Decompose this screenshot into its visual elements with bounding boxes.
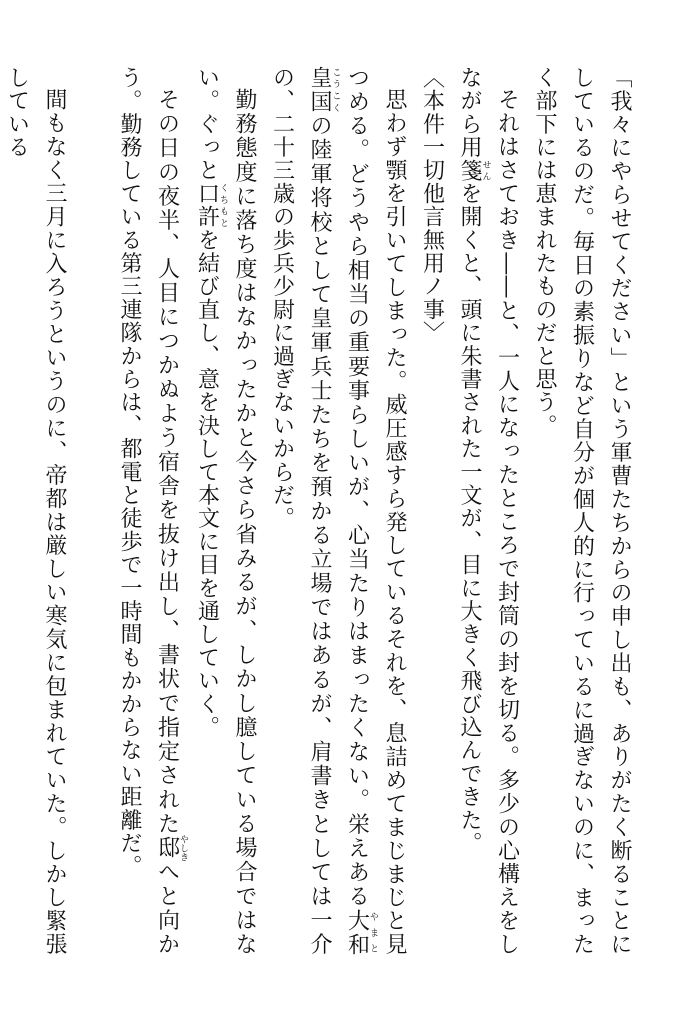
ruby-yashiki-reading: やしき <box>178 834 188 862</box>
paragraph-5-text-a: 勤務態度に落ち度はなかったかと今さら省みるが、しかし臆している場合ではない。ぐっと <box>194 66 257 956</box>
paragraph-7-text: 間もなく三月に入ろうというのに、帝都は厳しい寒気に包まれていた。しかし緊張している <box>4 66 67 956</box>
paragraph-5 <box>188 66 263 956</box>
paragraph-3-quote <box>413 66 451 956</box>
vertical-text-body <box>4 66 638 956</box>
paragraph-4-text-a: 思わず顎を引いてしまった。威圧感すら発しているそれを、息詰めてまじまじと見つめる。どうやら相当の重要事らしいが、心当たりはまったくない。栄えある <box>344 66 407 956</box>
paragraph-2 <box>451 66 526 956</box>
paragraph-7 <box>0 66 73 956</box>
paragraph-4 <box>263 66 413 956</box>
ruby-yashiki-base: 邸 <box>154 834 180 862</box>
paragraph-6-text-a: その日の夜半、人目につかぬよう宿舎を抜け出し、書状で指定された <box>154 88 180 837</box>
ruby-yamato-reading: やまと <box>368 908 378 956</box>
paragraph-6-text-b: へと向かう。勤務している第三連隊からは、都電と徒歩で一時間もかからない距離だ。 <box>117 66 180 956</box>
ruby-sen <box>457 158 491 183</box>
ruby-kuchimoto-base: 口許 <box>194 182 220 229</box>
paragraph-2-text-b: を開くと、頭に朱書された一文が、目に大きく飛び込んできた。 <box>457 182 482 855</box>
ruby-koukoku-reading: こうこく <box>330 66 341 114</box>
ruby-sen-reading: せん <box>480 158 491 183</box>
ruby-yamato-base: 大和 <box>344 908 370 956</box>
ruby-yashiki <box>154 834 188 862</box>
ruby-koukoku-base: 皇国 <box>307 66 332 115</box>
ruby-yamato <box>344 908 378 956</box>
paragraph-1-text: 「我々にやらせてください」という軍曹たちからの申し出も、ありがたく断ることにしているのだ。毎日の素振りなど自分が個人的に行っているに過ぎないのに、まったく部下には恵まれたものだと思う。 <box>532 66 632 956</box>
ruby-koukoku <box>307 66 341 115</box>
ruby-kuchimoto <box>194 182 228 229</box>
paragraph-6 <box>111 66 189 956</box>
ruby-kuchimoto-reading: くちもと <box>218 182 228 229</box>
ruby-sen-base: 箋 <box>457 158 482 183</box>
paragraph-2-text-a: それはさておき――と、一人になったところで封筒の封を切る。多少の心構えをしながら用 <box>457 66 520 956</box>
paragraph-1 <box>526 66 639 956</box>
paragraph-3-text: 〈本件一切他言無用ノ事〉 <box>419 66 445 345</box>
paragraph-4-text-b: の陸軍将校として皇軍兵士たちを預かる立場ではあるが、肩書きとしては一介の、二十三歳の歩兵少尉に過ぎないからだ。 <box>269 66 332 956</box>
paragraph-5-text-b: を結び直し、意を決して本文に目を通していく。 <box>194 228 220 739</box>
